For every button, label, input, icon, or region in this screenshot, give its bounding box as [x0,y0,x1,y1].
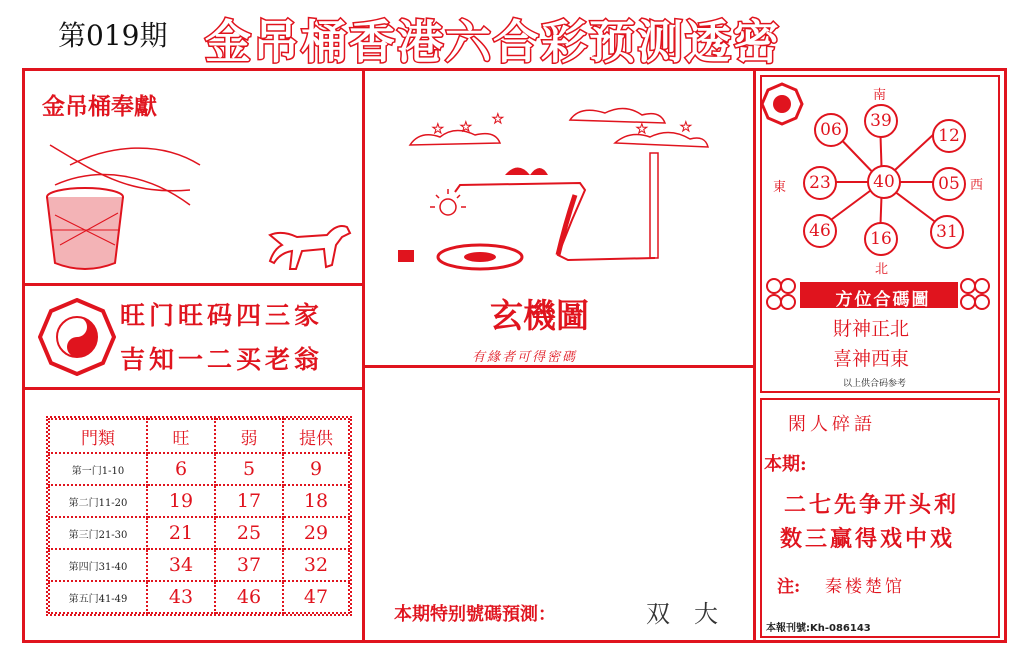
cell-provide: 32 [283,549,349,581]
svg-text:★: ★ [680,120,692,135]
this-issue-label: 本期: [764,454,807,475]
compass-number-bottom: 16 [864,222,898,256]
table-row [49,549,349,581]
cell-strong: 19 [147,485,215,517]
cell-provide: 18 [283,485,349,517]
note-label: 注: [777,577,801,597]
couplet-line-1: 旺门旺码四三家 [120,301,324,330]
note-value: 秦楼楚馆 [825,577,905,597]
chat-title: 閑人碎語 [788,414,876,435]
direction-note: 以上供合码参考 [843,379,907,389]
compass-east-label: 東 [773,180,787,195]
compass-south-label: 南 [873,88,887,103]
cell-strong: 21 [147,517,215,549]
header-provide: 提供 [283,419,349,453]
svg-text:★: ★ [432,122,444,137]
table-row [49,581,349,613]
header-category: 門類 [49,419,147,453]
divider-left-1 [24,283,364,286]
issue-number: 第019期 [58,19,168,52]
compass-north-label: 北 [875,262,889,277]
compass-number-right: 05 [932,167,966,201]
direction-title: 方位合碼圖 [835,290,931,310]
divider-left-2 [24,387,364,390]
header-strong: 旺 [147,419,215,453]
door-table [48,418,350,614]
mystery-figure [380,95,720,285]
svg-text:★: ★ [636,122,648,137]
divider-center [364,365,754,368]
row-label: 第五门41-49 [49,581,147,613]
cell-strong: 43 [147,581,215,613]
row-label: 第一门1-10 [49,453,147,485]
compass-number-center: 40 [867,165,901,199]
door-table-frame [46,416,352,616]
dog-illustration [262,215,357,277]
bucket-illustration [40,135,220,280]
compass-number-top-left: 06 [814,113,848,147]
cell-weak: 5 [215,453,283,485]
special-number-value: 双 大 [646,600,718,628]
cell-strong: 6 [147,453,215,485]
compass-west-label: 西 [970,178,984,193]
figure-title: 玄機圖 [490,296,589,335]
table-row [49,453,349,485]
divider-left [362,70,365,642]
divider-right [753,70,756,642]
row-label: 第四门31-40 [49,549,147,581]
cell-provide: 47 [283,581,349,613]
serial-number: 本報刊號:Kh-086143 [766,623,871,634]
cell-weak: 17 [215,485,283,517]
table-row [49,517,349,549]
presenter-label: 金吊桶奉獻 [42,94,157,120]
page-title: 金吊桶香港六合彩预测透密 [205,15,781,69]
bagua-icon [38,298,116,376]
svg-text:★: ★ [492,112,504,127]
row-label: 第三门21-30 [49,517,147,549]
verse-line-1: 二七先争开头利 [784,492,960,518]
compass-number-left: 23 [803,166,837,200]
verse-line-2: 数三赢得戏中戏 [780,526,956,552]
wealth-god-direction: 財神正北 [833,318,910,340]
cell-weak: 46 [215,581,283,613]
figure-caption: 有緣者可得密碼 [472,350,578,365]
compass-number-top-right: 12 [932,119,966,153]
header-weak: 弱 [215,419,283,453]
couplet-line-2: 吉知一二买老翁 [120,345,324,374]
row-label: 第二门11-20 [49,485,147,517]
compass-number-bottom-right: 31 [930,215,964,249]
svg-text:★: ★ [460,120,472,135]
cell-strong: 34 [147,549,215,581]
special-number-label: 本期特别號碼預測： [394,604,556,625]
cell-provide: 9 [283,453,349,485]
joy-god-direction: 喜神西東 [833,348,910,370]
compass-number-top: 39 [864,104,898,138]
cell-weak: 37 [215,549,283,581]
cell-provide: 29 [283,517,349,549]
table-row [49,485,349,517]
compass-number-bottom-left: 46 [803,214,837,248]
cell-weak: 25 [215,517,283,549]
